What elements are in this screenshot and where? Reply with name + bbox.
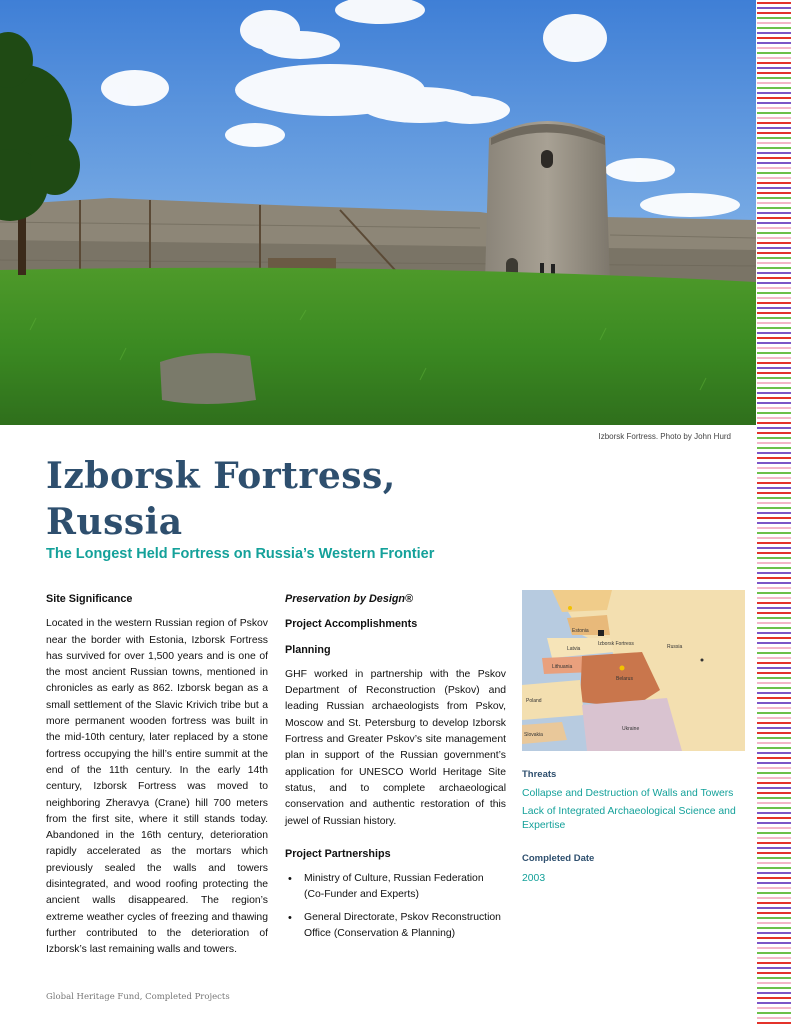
stripe <box>757 267 791 269</box>
preservation-column <box>285 591 506 948</box>
stripe <box>757 107 791 109</box>
stripe <box>757 447 791 449</box>
stripe <box>757 892 791 894</box>
stripe <box>757 122 791 124</box>
map-label-lithuania: Lithuania <box>552 664 573 670</box>
stripe <box>757 342 791 344</box>
stripe <box>757 732 791 734</box>
stripe <box>757 887 791 889</box>
stripe <box>757 567 791 569</box>
stripe <box>757 37 791 39</box>
stripe <box>757 807 791 809</box>
stripe <box>757 977 791 979</box>
stripe <box>757 867 791 869</box>
map-label-ukraine: Ukraine <box>622 726 640 732</box>
stripe <box>757 617 791 619</box>
stripe <box>757 622 791 624</box>
stripe <box>757 572 791 574</box>
stripe <box>757 372 791 374</box>
planning-heading: Planning <box>285 643 331 656</box>
map-label-izborsk: Izborsk Fortress <box>598 641 634 647</box>
stripe <box>757 42 791 44</box>
stripe <box>757 932 791 934</box>
stripe <box>757 327 791 329</box>
stripe <box>757 337 791 339</box>
stripe <box>757 17 791 19</box>
stripe <box>757 152 791 154</box>
stripe <box>757 507 791 509</box>
stripe <box>757 737 791 739</box>
stripe <box>757 962 791 964</box>
stripe <box>757 172 791 174</box>
stripe <box>757 987 791 989</box>
stripe <box>757 82 791 84</box>
stripe <box>757 262 791 264</box>
stripe <box>757 832 791 834</box>
map-label-belarus: Belarus <box>616 676 633 682</box>
map-label-latvia: Latvia <box>567 646 581 652</box>
stripe <box>757 612 791 614</box>
stripe <box>757 547 791 549</box>
stripe <box>757 717 791 719</box>
stripe <box>757 277 791 279</box>
stripe <box>757 417 791 419</box>
stripe <box>757 912 791 914</box>
stripe <box>757 322 791 324</box>
stripe <box>757 782 791 784</box>
stripe <box>757 672 791 674</box>
stripe <box>757 442 791 444</box>
stripe <box>757 287 791 289</box>
stripe <box>757 392 791 394</box>
stripe <box>757 522 791 524</box>
stripe <box>757 117 791 119</box>
stripe <box>757 542 791 544</box>
stripe <box>757 402 791 404</box>
stripe <box>757 532 791 534</box>
stripe <box>757 742 791 744</box>
stripe <box>757 77 791 79</box>
stripe <box>757 182 791 184</box>
stripe <box>757 487 791 489</box>
stripe <box>757 27 791 29</box>
stripe <box>757 272 791 274</box>
stripe <box>757 842 791 844</box>
stripe <box>757 647 791 649</box>
stripe <box>757 472 791 474</box>
stripe <box>757 692 791 694</box>
stripe <box>757 382 791 384</box>
page-title-line2: Russia <box>46 501 183 543</box>
stripe <box>757 697 791 699</box>
site-significance-column <box>46 591 268 959</box>
stripe <box>757 762 791 764</box>
stripe <box>757 662 791 664</box>
stripe <box>757 982 791 984</box>
partnerships-heading: Project Partnerships <box>285 847 391 860</box>
stripe <box>757 502 791 504</box>
stripe <box>757 972 791 974</box>
stripe <box>757 722 791 724</box>
stripe <box>757 942 791 944</box>
hero-photo <box>0 0 756 425</box>
stripe <box>757 7 791 9</box>
stripe <box>757 147 791 149</box>
threats-heading: Threats <box>522 769 557 780</box>
stripe <box>757 947 791 949</box>
stripe <box>757 657 791 659</box>
stripe <box>757 577 791 579</box>
stripe <box>757 527 791 529</box>
stripe <box>757 822 791 824</box>
stripe <box>757 1002 791 1004</box>
stripe <box>757 312 791 314</box>
stripe <box>757 292 791 294</box>
stripe <box>757 247 791 249</box>
stripe <box>757 772 791 774</box>
photo-caption: Izborsk Fortress. Photo by John Hurd <box>598 432 731 441</box>
stripe <box>757 667 791 669</box>
stripe <box>757 92 791 94</box>
stripe <box>757 837 791 839</box>
stripe <box>757 112 791 114</box>
stripe <box>757 627 791 629</box>
stripe <box>757 817 791 819</box>
stripe <box>757 592 791 594</box>
stripe <box>757 167 791 169</box>
completed-date-value: 2003 <box>522 872 546 884</box>
stripe <box>757 467 791 469</box>
stripe <box>757 377 791 379</box>
stripe <box>757 202 791 204</box>
stripe <box>757 367 791 369</box>
stripe <box>757 792 791 794</box>
threat-item: Collapse and Destruction of Walls and Towers <box>522 788 734 800</box>
stripe <box>757 682 791 684</box>
stripe <box>757 637 791 639</box>
stripe <box>757 242 791 244</box>
stripe <box>757 2 791 4</box>
stripe <box>757 52 791 54</box>
stripe <box>757 232 791 234</box>
stripe <box>757 852 791 854</box>
stripe <box>757 97 791 99</box>
site-significance-heading: Site Significance <box>46 593 133 605</box>
stripe <box>757 22 791 24</box>
stripe <box>757 282 791 284</box>
stripe <box>757 302 791 304</box>
stripe <box>757 187 791 189</box>
stripe <box>757 767 791 769</box>
stripe <box>757 927 791 929</box>
map-label-poland: Poland <box>526 698 542 704</box>
stripe <box>757 492 791 494</box>
stripe <box>757 857 791 859</box>
stripe <box>757 1007 791 1009</box>
stripe <box>757 777 791 779</box>
stripe <box>757 997 791 999</box>
stripe <box>757 12 791 14</box>
stripe <box>757 907 791 909</box>
stripe <box>757 562 791 564</box>
stripe <box>757 162 791 164</box>
stripe <box>757 877 791 879</box>
stripe <box>757 752 791 754</box>
stripe <box>757 862 791 864</box>
stripe <box>757 597 791 599</box>
stripe <box>757 412 791 414</box>
stripe <box>757 847 791 849</box>
stripe <box>757 102 791 104</box>
stripe <box>757 387 791 389</box>
stripe <box>757 192 791 194</box>
stripe <box>757 257 791 259</box>
stripe <box>757 462 791 464</box>
stripe <box>757 882 791 884</box>
stripe <box>757 422 791 424</box>
stripe <box>757 642 791 644</box>
decorative-stripes <box>757 0 791 1024</box>
stripe <box>757 917 791 919</box>
stripe <box>757 307 791 309</box>
stripe <box>757 437 791 439</box>
site-significance-text: Located in the western Russian region of Pskov near the border with Estonia, Izborsk Fortress has survived for over 1,500 years and is one of the most ancient Russian towns, mentioned in chronicles as early as 862. Izborsk began as a small settlement of the Slavic Krivich tribe but a more permanent wooden fortress was built in the mid-10th century, later replaced by a stone fortress occupying the hill’s entire summit at the end of the 11th century. In the early 14th century, Izborsk Fortress was moved to neighboring Zheravya (Crane) hill 700 meters from the first site, where it still stands today. Abandoned in the 16th century, deterioration rapidly accelerated as the mortars which previously sealed the walls and towers disintegrated, and wood roofing protecting the ancient walls disappeared. The region’s extreme weather cycles of freezing and thawing further contributed to the deterioration of Izborsk’s last remaining walls and towers. <box>46 618 268 956</box>
list-item: • General Directorate, Pskov Reconstruction Office (Conservation & Planning) <box>285 910 506 943</box>
stripe <box>757 747 791 749</box>
stripe <box>757 607 791 609</box>
stripe <box>757 222 791 224</box>
stripe <box>757 557 791 559</box>
stripe <box>757 922 791 924</box>
stripe <box>757 457 791 459</box>
stripe <box>757 687 791 689</box>
stripe <box>757 937 791 939</box>
stripe <box>757 797 791 799</box>
stripe <box>757 197 791 199</box>
stripe <box>757 217 791 219</box>
stripe <box>757 702 791 704</box>
map-label-slovakia: Slovakia <box>524 732 543 738</box>
page-title <box>46 453 466 545</box>
stripe <box>757 252 791 254</box>
stripe <box>757 332 791 334</box>
stripe <box>757 552 791 554</box>
map-label-estonia: Estonia <box>572 628 589 634</box>
stripe <box>757 132 791 134</box>
stripe <box>757 802 791 804</box>
stripe <box>757 517 791 519</box>
stripe <box>757 32 791 34</box>
page-subtitle: The Longest Held Fortress on Russia’s Western Frontier <box>46 546 435 562</box>
footer-text: Global Heritage Fund, Completed Projects <box>46 992 230 1002</box>
map-label-russia: Russia <box>667 644 683 650</box>
stripe <box>757 67 791 69</box>
stripe <box>757 137 791 139</box>
stripe <box>757 1017 791 1019</box>
list-item: • Ministry of Culture, Russian Federation (Co-Funder and Experts) <box>285 871 506 904</box>
stripe <box>757 827 791 829</box>
stripe <box>757 227 791 229</box>
stripe <box>757 87 791 89</box>
preservation-heading: Preservation by Design® <box>285 593 413 605</box>
stripe <box>757 512 791 514</box>
stripe <box>757 432 791 434</box>
stripe <box>757 127 791 129</box>
stripe <box>757 587 791 589</box>
stripe <box>757 407 791 409</box>
stripe <box>757 397 791 399</box>
stripe <box>757 497 791 499</box>
stripe <box>757 902 791 904</box>
stripe <box>757 582 791 584</box>
stripe <box>757 632 791 634</box>
stripe <box>757 142 791 144</box>
stripe <box>757 212 791 214</box>
stripe <box>757 812 791 814</box>
stripe <box>757 1012 791 1014</box>
stripe <box>757 177 791 179</box>
stripe <box>757 727 791 729</box>
accomplishments-heading: Project Accomplishments <box>285 618 418 631</box>
stripe <box>757 352 791 354</box>
stripe <box>757 427 791 429</box>
sidebar-column <box>522 590 745 886</box>
stripe <box>757 237 791 239</box>
threat-item: Lack of Integrated Archaeological Science and Expertise <box>522 806 736 832</box>
stripe <box>757 72 791 74</box>
stripe <box>757 992 791 994</box>
partnerships-list <box>285 871 506 942</box>
stripe <box>757 712 791 714</box>
stripe <box>757 317 791 319</box>
stripe <box>757 47 791 49</box>
stripe <box>757 957 791 959</box>
stripe <box>757 677 791 679</box>
stripe <box>757 757 791 759</box>
stripe <box>757 897 791 899</box>
stripe <box>757 357 791 359</box>
stripe <box>757 952 791 954</box>
stripe <box>757 452 791 454</box>
stripe <box>757 602 791 604</box>
stripe <box>757 157 791 159</box>
stripe <box>757 347 791 349</box>
stripe <box>757 207 791 209</box>
region-map <box>522 590 745 751</box>
stripe <box>757 537 791 539</box>
stripe <box>757 787 791 789</box>
stripe <box>757 477 791 479</box>
stripe <box>757 652 791 654</box>
stripe <box>757 62 791 64</box>
stripe <box>757 57 791 59</box>
stripe <box>757 482 791 484</box>
stripe <box>757 707 791 709</box>
stripe <box>757 872 791 874</box>
page-title-line1: Izborsk Fortress, <box>46 455 396 497</box>
completed-date-heading: Completed Date <box>522 853 595 865</box>
stripe <box>757 967 791 969</box>
planning-text: GHF worked in partnership with the Pskov Department of Reconstruction (Pskov) and leading Russian archaeologists from Pskov, Moscow and St. Petersburg to develop Izborsk Fortress and Greater Pskov’s site management plan in support of the Russian government’s application for UNESCO World Heritage Site status, and to complete archaeological conservation and authentic restoration of this jewel of Russian history. <box>285 668 506 827</box>
stripe <box>757 297 791 299</box>
stripe <box>757 362 791 364</box>
